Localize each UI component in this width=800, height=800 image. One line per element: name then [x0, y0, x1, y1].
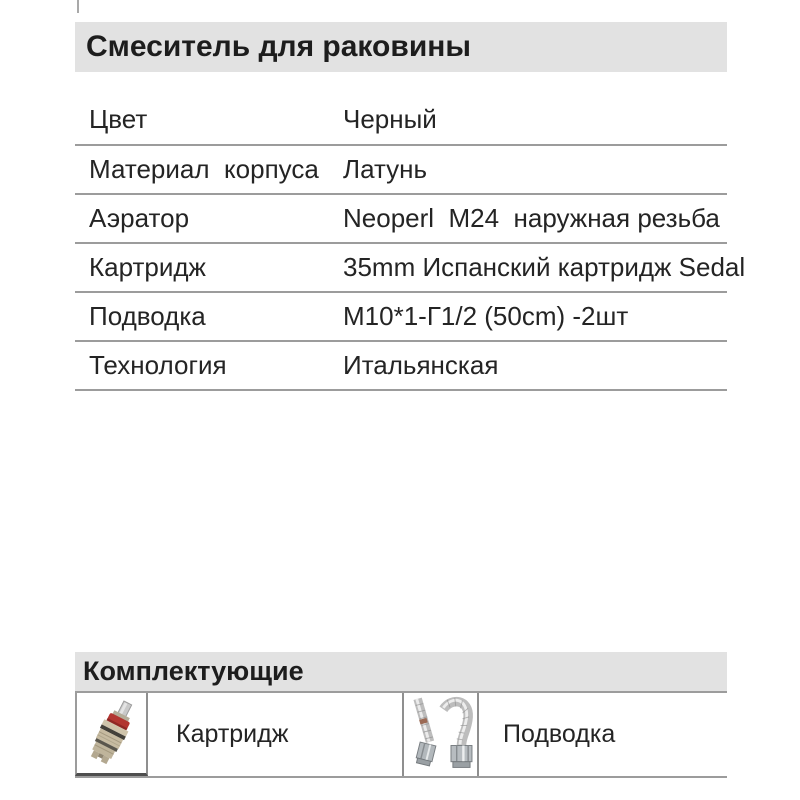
hose-icon-svg [404, 694, 477, 776]
components-title: Комплектующие [83, 656, 304, 686]
hose-label-cell [479, 693, 727, 776]
components-title-band [75, 652, 727, 691]
spec-label: Технология [89, 350, 227, 380]
product-title: Смеситель для раковины [86, 30, 472, 63]
spec-value: Латунь [343, 154, 428, 184]
component-label-hose: Подводка [503, 720, 616, 748]
spec-row-aerator [75, 195, 727, 244]
cartridge-icon-svg [83, 695, 141, 771]
spec-value: Итальянская [343, 350, 499, 380]
product-title-band [75, 22, 727, 72]
spec-row-hose [75, 293, 727, 342]
cartridge-icon [83, 695, 141, 771]
spec-row-color [75, 72, 727, 146]
spec-table [75, 72, 746, 391]
components-row [75, 691, 727, 778]
page-edge-artifact-line [77, 0, 79, 13]
spec-label: Подводка [89, 301, 206, 331]
spec-value: Neoperl M24 наружная резьба [343, 203, 720, 233]
spec-value: M10*1-Г1/2 (50cm) -2шт [343, 301, 629, 331]
spec-row-technology [75, 342, 727, 391]
spec-label: Картридж [89, 252, 206, 282]
spec-label: Цвет [89, 104, 148, 134]
spec-value: 35mm Испанский картридж Sedal [343, 252, 746, 282]
component-label-cartridge: Картридж [176, 720, 289, 748]
cartridge-image-cell [75, 693, 148, 776]
spec-label: Аэратор [89, 203, 190, 233]
hose-image-cell [402, 693, 479, 776]
spec-row-cartridge [75, 244, 746, 293]
cartridge-label-cell [148, 693, 402, 776]
spec-label: Материал корпуса [89, 154, 319, 184]
spec-row-body-material [75, 146, 727, 195]
hose-icon [404, 694, 477, 776]
spec-value: Черный [343, 104, 437, 134]
